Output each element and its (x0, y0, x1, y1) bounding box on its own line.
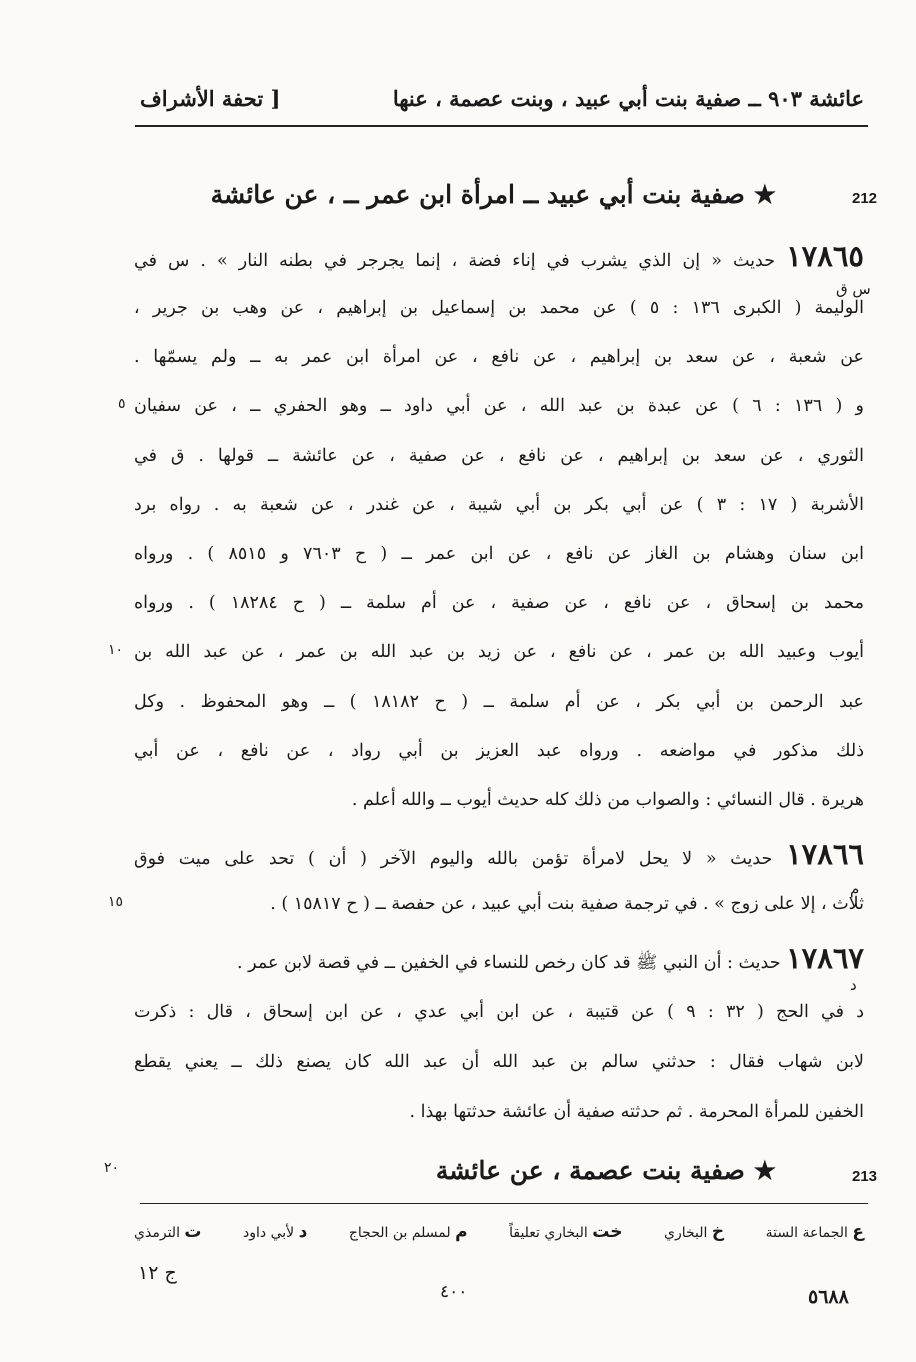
footer-rule (140, 1203, 868, 1204)
hadith-number: ١٧٨٦٥ (786, 239, 864, 273)
hadith-line: عبد الرحمن بن أبي بكر ، عن أم سلمة ــ ( ح ١٨١٨٢ ) ــ وهو المحفوظ . وكل (134, 692, 864, 712)
hadith-number: ١٧٨٦٦ (786, 837, 864, 871)
hadith-line: عن شعبة ، عن سعد بن إبراهيم ، عن نافع ، عن امرأة ابن عمر به ــ ولم يسمّها . (134, 347, 864, 367)
abbreviation-item: ت الترمذي (134, 1222, 202, 1242)
header-rule (135, 125, 868, 127)
abbreviation-item: خ البخاري (664, 1222, 725, 1242)
hadith-line: الوليمة ( الكبرى ١٣٦ : ٥ ) عن محمد بن إسماعيل بن إبراهيم ، عن وهب بن جرير ، (134, 298, 864, 318)
line-number: ١٥ (108, 894, 124, 910)
running-header-book: [ تحفة الأشراف (140, 86, 281, 111)
abbreviation-item: د لأبي داود (243, 1222, 308, 1242)
abbreviation-key (134, 1222, 864, 1242)
hadith-line: د في الحج ( ٣٢ : ٩ ) عن قتيبة ، عن ابن أبي عدي ، عن ابن إسحاق ، قال : ذكرت (134, 1002, 864, 1022)
section-number: 213 (852, 1168, 878, 1185)
hadith-line: لابن شهاب فقال : حدثني سالم بن عبد الله أن عبد الله كان يصنع ذلك ــ يعني يقطع (134, 1052, 864, 1072)
hadith-line: الثوري ، عن سعد بن إبراهيم ، عن نافع ، عن صفية ، عن عائشة ــ قولها . ق في (134, 446, 864, 466)
hadith-line: ثلاث ، إلا على زوج » . في ترجمة صفية بنت أبي عبيد ، عن حفصة ــ ( ح ١٥٨١٧ ) . (270, 894, 864, 914)
margin-note: س ق (836, 280, 871, 298)
abbreviation-item: م لمسلم بن الحجاج (348, 1222, 468, 1242)
hadith-line: ١٧٨٦٦ حديث « لا يحل لامرأة تؤمن بالله واليوم الآخر ( أن ) تحد على ميت فوق (134, 837, 864, 871)
hadith-line: ابن سنان وهشام بن الغاز عن نافع ، عن ابن عمر ــ ( ح ٧٦٠٣ و ٨٥١٥ ) . ورواه (134, 544, 864, 564)
margin-note: م (850, 880, 860, 898)
page-number: ٤٠٠ (440, 1282, 468, 1302)
section-heading: ★ صفية بنت عصمة ، عن عائشة (435, 1156, 776, 1185)
volume-number: ج ١٢ (138, 1262, 177, 1284)
abbreviation-item: خت البخاري تعليقاً (509, 1222, 623, 1242)
abbreviation-item: ع الجماعة الستة (765, 1222, 864, 1242)
margin-note: د (850, 976, 857, 994)
hadith-line: هريرة . قال النسائي : والصواب من ذلك كله حديث أيوب ــ والله أعلم . (351, 790, 864, 810)
hadith-line: و ( ١٣٦ : ٦ ) عن عبدة بن عبد الله ، عن أبي داود ــ وهو الحفري ــ ، عن سفيان (134, 396, 864, 416)
line-number: ١٠ (108, 642, 124, 658)
hadith-line: الخفين للمرأة المحرمة . ثم حدثته صفية أن عائشة حدثتها بهذا . (409, 1102, 864, 1122)
line-number: ٢٠ (104, 1160, 120, 1176)
hadith-line: الأشربة ( ١٧ : ٣ ) عن أبي بكر بن أبي شيبة ، عن غندر ، عن شعبة به . رواه برد (134, 495, 864, 515)
hadith-line: محمد بن إسحاق ، عن نافع ، عن صفية ، عن أم سلمة ــ ( ح ١٨٢٨٤ ) . ورواه (134, 593, 864, 613)
section-heading: ★ صفية بنت أبي عبيد ــ امرأة ابن عمر ــ ، عن عائشة (210, 180, 776, 209)
section-number: 212 (852, 190, 878, 207)
running-header-title: عائشة ٩٠٣ ــ صفية بنت أبي عبيد ، وبنت عصمة ، عنها (392, 86, 864, 111)
hadith-line: ١٧٨٦٥ حديث « إن الذي يشرب في إناء فضة ، إنما يجرجر في بطنه النار » . س في (134, 239, 864, 273)
hadith-line: ١٧٨٦٧ حديث : أن النبي ﷺ قد كان رخص للنساء في الخفين ــ في قصة لابن عمر . (237, 941, 864, 975)
sequence-number: ٥٦٨٨ (808, 1286, 849, 1308)
hadith-line: أيوب وعبيد الله بن عمر ، عن نافع ، عن زيد بن عبد الله بن عمر ، عن عبد الله بن (134, 642, 864, 662)
hadith-line: ذلك مذكور في مواضعه . ورواه عبد العزيز بن أبي رواد ، عن نافع ، عن أبي (134, 741, 864, 761)
hadith-number: ١٧٨٦٧ (786, 941, 864, 975)
line-number: ٥ (118, 396, 126, 412)
